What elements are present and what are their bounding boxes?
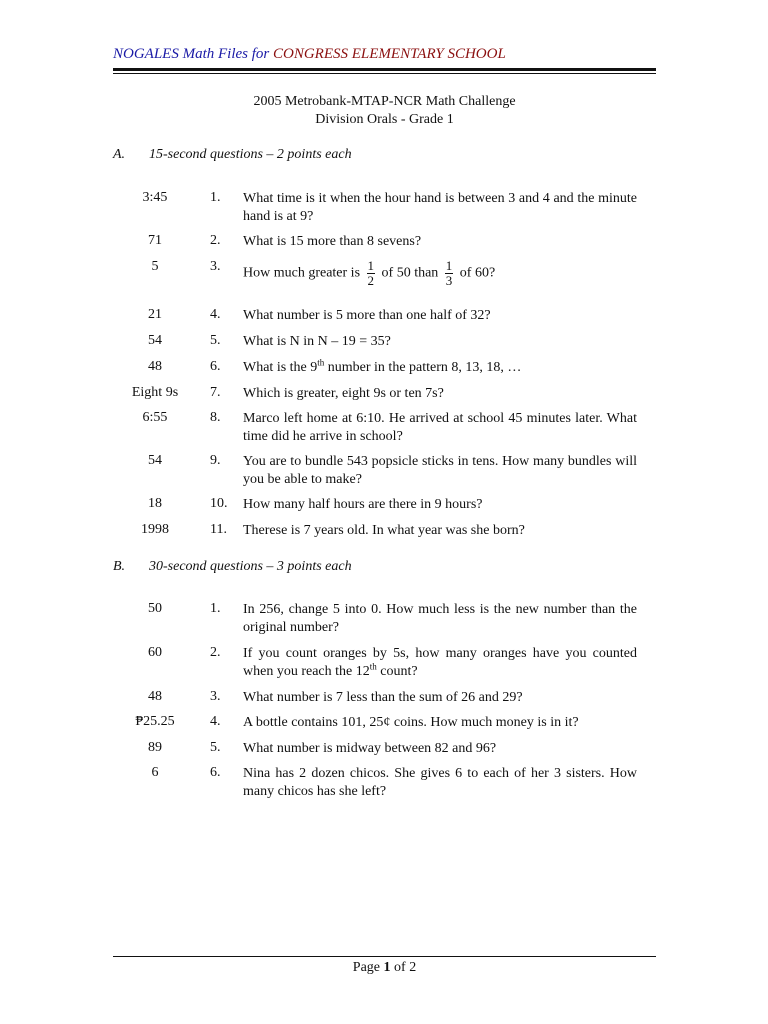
answer: 3:45	[142, 190, 168, 205]
text-segment: of 60?	[459, 265, 496, 281]
answer: 54	[148, 453, 162, 468]
question-text: Which is greater, eight 9s or ten 7s?	[243, 386, 444, 401]
answer: 48	[148, 359, 162, 374]
question-number: 6.	[210, 359, 221, 374]
question-text: Marco left home at 6:10. He arrived at school 45 minutes later. What time did he arrive in school?	[243, 411, 637, 444]
text-segment: If you count oranges by 5s, how many oranges have you counted when you reach the 12	[243, 646, 637, 679]
question-number: 10.	[210, 496, 228, 511]
question-text: How many half hours are there in 9 hours?	[243, 497, 483, 512]
answer: 1998	[141, 522, 169, 537]
section-title: 30-second questions – 3 points each	[149, 559, 352, 574]
document-header	[113, 46, 506, 63]
section-letter: A.	[113, 147, 126, 162]
answer: 6:55	[142, 410, 168, 425]
question-number: 9.	[210, 453, 221, 468]
question-text: What is 15 more than 8 sevens?	[243, 234, 422, 249]
answer: 18	[148, 496, 162, 511]
page-number: 1	[383, 960, 391, 975]
answer: 6	[151, 765, 159, 780]
of-label: of	[394, 960, 406, 975]
header-school: CONGRESS ELEMENTARY SCHOOL	[273, 46, 506, 62]
question-number: 4.	[210, 714, 221, 729]
denominator: 3	[445, 273, 453, 288]
question-text: In 256, change 5 into 0. How much less is the new number than the original number?	[243, 602, 637, 635]
document-title: 2005 Metrobank-MTAP-NCR Math Challenge	[253, 94, 516, 109]
question-text: Therese is 7 years old. In what year was she born?	[243, 523, 525, 538]
answer: 5	[151, 259, 159, 274]
question-text: A bottle contains 101, 25¢ coins. How much money is in it?	[243, 715, 579, 730]
question-number: 3.	[210, 689, 221, 704]
question-text	[243, 359, 637, 377]
question-number: 5.	[210, 740, 221, 755]
header-rule-thin	[113, 73, 656, 74]
superscript: th	[317, 357, 325, 368]
answer: ₱25.25	[135, 714, 175, 729]
fraction-one-half	[367, 259, 376, 288]
answer: 60	[148, 645, 162, 660]
question-text	[243, 259, 637, 288]
question-text: What number is midway between 82 and 96?	[243, 741, 497, 756]
question-text: What time is it when the hour hand is between 3 and 4 and the minute hand is at 9?	[243, 191, 637, 224]
answer: 21	[148, 307, 162, 322]
section-letter: B.	[113, 559, 126, 574]
footer-rule	[113, 956, 656, 957]
page-footer	[113, 960, 656, 976]
text-segment: How much greater is	[243, 265, 361, 281]
answer: Eight 9s	[131, 385, 179, 400]
fraction-one-third	[445, 259, 454, 288]
header-source: NOGALES Math Files for	[113, 46, 270, 62]
question-number: 6.	[210, 765, 221, 780]
answer: 54	[148, 333, 162, 348]
question-number: 2.	[210, 645, 221, 660]
question-number: 5.	[210, 333, 221, 348]
question-number: 1.	[210, 190, 221, 205]
question-number: 8.	[210, 410, 221, 425]
answer: 71	[148, 233, 162, 248]
section-title: 15-second questions – 2 points each	[149, 147, 352, 162]
question-number: 7.	[210, 385, 221, 400]
answer: 50	[148, 601, 162, 616]
answer: 89	[148, 740, 162, 755]
question-number: 1.	[210, 601, 221, 616]
numerator: 1	[367, 258, 375, 273]
header-rule-thick	[113, 68, 656, 71]
question-number: 2.	[210, 233, 221, 248]
page-label: Page	[352, 960, 381, 975]
answer: 48	[148, 689, 162, 704]
page-total: 2	[409, 960, 417, 975]
question-text: Nina has 2 dozen chicos. She gives 6 to each of her 3 sisters. How many chicos has she left?	[243, 766, 637, 799]
question-text	[243, 645, 637, 681]
question-number: 3.	[210, 259, 221, 274]
numerator: 1	[445, 258, 453, 273]
text-segment: What is the 9	[243, 360, 318, 375]
superscript: th	[369, 661, 377, 672]
question-text: You are to bundle 543 popsicle sticks in tens. How many bundles will you be able to make?	[243, 454, 637, 487]
text-segment: count?	[376, 664, 418, 679]
denominator: 2	[367, 273, 375, 288]
question-text: What number is 7 less than the sum of 26 and 29?	[243, 690, 523, 705]
text-segment: number in the pattern 8, 13, 18, …	[324, 360, 522, 375]
document-subtitle: Division Orals - Grade 1	[315, 112, 454, 127]
question-text: What number is 5 more than one half of 32?	[243, 308, 491, 323]
question-text: What is N in N – 19 = 35?	[243, 334, 391, 349]
question-number: 11.	[210, 522, 227, 537]
question-number: 4.	[210, 307, 221, 322]
text-segment: of 50 than	[381, 265, 439, 281]
